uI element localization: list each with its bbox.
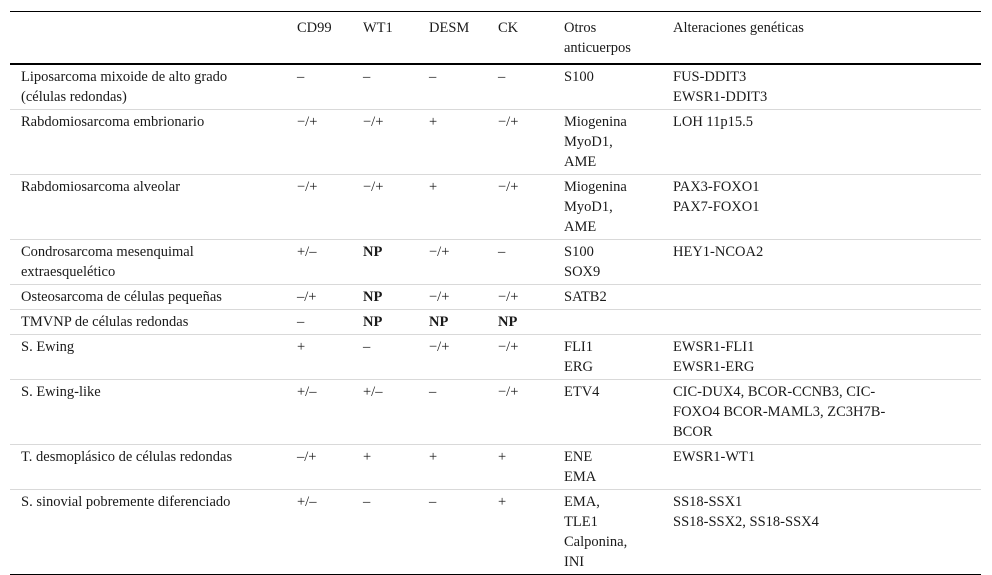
otros-anticuerpos-cell <box>564 335 673 380</box>
tumor-name-cell <box>10 490 297 575</box>
ck-cell: −/+ <box>498 339 519 355</box>
otros-anticuerpos-line: FLI1 <box>564 339 593 355</box>
tumor-name-line: extraesquelético <box>21 264 116 280</box>
alteraciones-geneticas-line: SS18-SSX2, SS18-SSX4 <box>673 514 819 530</box>
desm-cell: −/+ <box>429 289 450 305</box>
cd99-cell: −/+ <box>297 114 318 130</box>
tumor-name-line: Condrosarcoma mesenquimal <box>21 244 194 260</box>
otros-anticuerpos-cell <box>564 310 673 335</box>
tumor-name-line: Liposarcoma mixoide de alto grado <box>21 69 228 85</box>
alteraciones-geneticas-line: FOXO4 BCOR-MAML3, ZC3H7B- <box>673 404 886 420</box>
alteraciones-geneticas-cell <box>673 310 981 335</box>
otros-anticuerpos-line: TLE1 <box>564 514 598 530</box>
wt1-cell: +/– <box>363 384 383 400</box>
ck-cell: + <box>498 494 507 510</box>
wt1-cell: – <box>363 339 371 355</box>
ck-cell: + <box>498 449 507 465</box>
header-otros-line: Otros <box>564 20 597 36</box>
cd99-cell: −/+ <box>297 179 318 195</box>
alteraciones-geneticas-line: SS18-SSX1 <box>673 494 743 510</box>
alteraciones-geneticas-cell <box>673 175 981 240</box>
header-cell-desm: DESM <box>429 20 470 36</box>
header-cell-wt1: WT1 <box>363 20 393 36</box>
alteraciones-geneticas-line: BCOR <box>673 424 713 440</box>
otros-anticuerpos-line: INI <box>564 554 585 570</box>
ck-cell: −/+ <box>498 114 519 130</box>
otros-anticuerpos-line: ENE <box>564 449 593 465</box>
tumor-name-cell <box>10 380 297 445</box>
otros-anticuerpos-cell <box>564 64 673 110</box>
desm-cell: NP <box>429 314 449 330</box>
tumor-name-line: Osteosarcoma de células pequeñas <box>21 289 222 305</box>
ck-cell: – <box>498 244 506 260</box>
header-cell-cd99: CD99 <box>297 20 332 36</box>
wt1-cell: – <box>363 69 371 85</box>
otros-anticuerpos-cell <box>564 380 673 445</box>
table-row <box>10 175 981 240</box>
wt1-cell: + <box>363 449 372 465</box>
tumor-name-line: (células redondas) <box>21 89 127 105</box>
header-cell-tumor <box>10 12 297 65</box>
wt1-cell: NP <box>363 314 383 330</box>
cd99-cell: –/+ <box>297 289 317 305</box>
desm-cell: – <box>429 69 437 85</box>
wt1-cell: – <box>363 494 371 510</box>
tumor-name-line: TMVNP de células redondas <box>21 314 189 330</box>
table-row <box>10 240 981 285</box>
header-cell-otros <box>564 12 673 65</box>
header-cell-ck: CK <box>498 20 519 36</box>
desm-cell: + <box>429 449 438 465</box>
desm-cell: – <box>429 384 437 400</box>
otros-anticuerpos-line: AME <box>564 154 597 170</box>
otros-anticuerpos-cell <box>564 240 673 285</box>
alteraciones-geneticas-cell <box>673 445 981 490</box>
table-row <box>10 335 981 380</box>
alteraciones-geneticas-cell <box>673 240 981 285</box>
desm-cell: + <box>429 114 438 130</box>
desm-cell: −/+ <box>429 244 450 260</box>
otros-anticuerpos-line: S100 <box>564 69 594 85</box>
tumor-name-cell <box>10 64 297 110</box>
tumor-name-line: S. Ewing-like <box>21 384 101 400</box>
otros-anticuerpos-cell <box>564 490 673 575</box>
alteraciones-geneticas-line: EWSR1-FLI1 <box>673 339 755 355</box>
table-wrapper <box>10 11 981 575</box>
desm-cell: + <box>429 179 438 195</box>
otros-anticuerpos-line: Miogenina <box>564 179 627 195</box>
cd99-cell: +/– <box>297 244 317 260</box>
table-row <box>10 110 981 175</box>
otros-anticuerpos-cell <box>564 445 673 490</box>
alteraciones-geneticas-cell <box>673 64 981 110</box>
otros-anticuerpos-line: S100 <box>564 244 594 260</box>
tumor-name-cell <box>10 445 297 490</box>
ck-cell: – <box>498 69 506 85</box>
table-row <box>10 380 981 445</box>
ck-cell: −/+ <box>498 179 519 195</box>
cd99-cell: +/– <box>297 494 317 510</box>
table-row <box>10 445 981 490</box>
tumor-name-cell <box>10 310 297 335</box>
alteraciones-geneticas-line: LOH 11p15.5 <box>673 114 754 130</box>
cd99-cell: – <box>297 69 305 85</box>
table-row <box>10 285 981 310</box>
cd99-cell: +/– <box>297 384 317 400</box>
otros-anticuerpos-line: SOX9 <box>564 264 601 280</box>
tumor-name-cell <box>10 110 297 175</box>
wt1-cell: NP <box>363 289 383 305</box>
alteraciones-geneticas-cell <box>673 490 981 575</box>
tumor-name-line: S. Ewing <box>21 339 75 355</box>
tumor-name-line: Rabdomiosarcoma embrionario <box>21 114 205 130</box>
otros-anticuerpos-line: Miogenina <box>564 114 627 130</box>
wt1-cell: NP <box>363 244 383 260</box>
cd99-cell: + <box>297 339 306 355</box>
alteraciones-geneticas-line: EWSR1-ERG <box>673 359 755 375</box>
tumor-name-cell <box>10 240 297 285</box>
alteraciones-geneticas-line: PAX3-FOXO1 <box>673 179 760 195</box>
alteraciones-geneticas-line: HEY1-NCOA2 <box>673 244 764 260</box>
otros-anticuerpos-line: SATB2 <box>564 289 607 305</box>
alteraciones-geneticas-cell <box>673 285 981 310</box>
otros-anticuerpos-line: MyoD1, <box>564 134 613 150</box>
desm-cell: −/+ <box>429 339 450 355</box>
wt1-cell: −/+ <box>363 179 384 195</box>
alteraciones-geneticas-line: CIC-DUX4, BCOR-CCNB3, CIC- <box>673 384 876 400</box>
ck-cell: −/+ <box>498 289 519 305</box>
alteraciones-geneticas-cell <box>673 380 981 445</box>
otros-anticuerpos-line: MyoD1, <box>564 199 613 215</box>
table-header-row <box>10 12 981 65</box>
otros-anticuerpos-line: EMA, <box>564 494 600 510</box>
otros-anticuerpos-line: ERG <box>564 359 593 375</box>
wt1-cell: −/+ <box>363 114 384 130</box>
ck-cell: NP <box>498 314 518 330</box>
header-otros-line: anticuerpos <box>564 40 631 56</box>
otros-anticuerpos-line: ETV4 <box>564 384 600 400</box>
alteraciones-geneticas-cell <box>673 110 981 175</box>
table-row <box>10 64 981 110</box>
table-body <box>10 64 981 575</box>
alteraciones-geneticas-line: PAX7-FOXO1 <box>673 199 760 215</box>
tumor-name-line: Rabdomiosarcoma alveolar <box>21 179 181 195</box>
diagnosis-table <box>10 11 981 575</box>
otros-anticuerpos-cell <box>564 175 673 240</box>
tumor-name-cell <box>10 285 297 310</box>
cd99-cell: – <box>297 314 305 330</box>
tumor-name-line: T. desmoplásico de células redondas <box>21 449 233 465</box>
tumor-name-cell <box>10 335 297 380</box>
otros-anticuerpos-line: EMA <box>564 469 597 485</box>
otros-anticuerpos-cell <box>564 285 673 310</box>
alteraciones-geneticas-cell <box>673 335 981 380</box>
cd99-cell: –/+ <box>297 449 317 465</box>
header-cell-alteraciones: Alteraciones genéticas <box>673 20 804 36</box>
alteraciones-geneticas-line: EWSR1-DDIT3 <box>673 89 768 105</box>
alteraciones-geneticas-line: EWSR1-WT1 <box>673 449 756 465</box>
tumor-name-cell <box>10 175 297 240</box>
otros-anticuerpos-line: Calponina, <box>564 534 628 550</box>
ck-cell: −/+ <box>498 384 519 400</box>
otros-anticuerpos-line: AME <box>564 219 597 235</box>
desm-cell: – <box>429 494 437 510</box>
table-row <box>10 490 981 575</box>
tumor-name-line: S. sinovial pobremente diferenciado <box>21 494 231 510</box>
otros-anticuerpos-cell <box>564 110 673 175</box>
table-row <box>10 310 981 335</box>
alteraciones-geneticas-line: FUS-DDIT3 <box>673 69 747 85</box>
